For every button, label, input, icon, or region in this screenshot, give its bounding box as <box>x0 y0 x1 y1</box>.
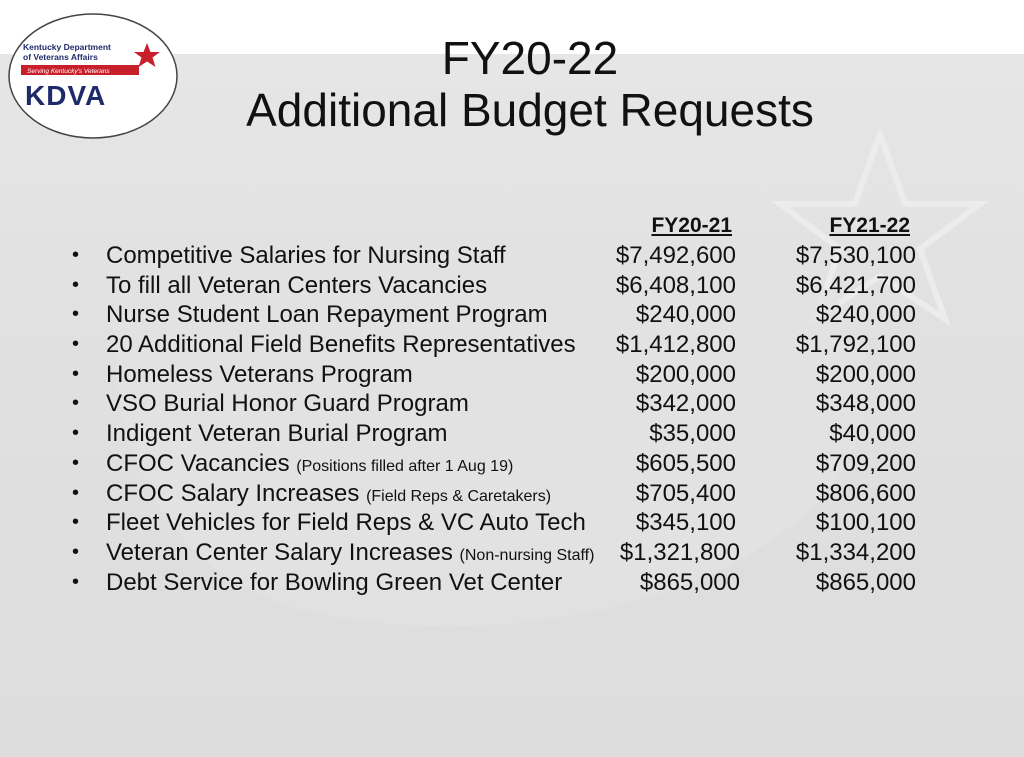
item-label: 20 Additional Field Benefits Representatives <box>106 331 576 359</box>
list-item <box>0 568 1024 598</box>
item-label: CFOC Salary Increases (Field Reps & Caretakers) <box>106 479 552 507</box>
item-fy21-22-value: $806,600 <box>815 479 916 507</box>
item-fy20-21-value: $705,400 <box>635 479 736 507</box>
item-label: Veteran Center Salary Increases (Non-nursing Staff) <box>106 538 595 566</box>
item-fy20-21-value: $865,000 <box>639 568 740 596</box>
logo-text-line1: Kentucky Department <box>23 42 111 52</box>
item-label: Competitive Salaries for Nursing Staff <box>106 242 506 269</box>
bullet-icon: • <box>72 392 80 415</box>
bullet-icon: • <box>72 481 80 504</box>
list-item <box>0 300 1024 330</box>
item-note: (Non-nursing Staff) <box>459 546 595 564</box>
item-fy20-21-value: $7,492,600 <box>615 242 736 269</box>
bullet-icon: • <box>72 333 80 356</box>
item-fy20-21-value: $1,321,800 <box>619 538 740 566</box>
item-fy21-22-value: $348,000 <box>815 390 916 418</box>
item-fy21-22-value: $1,334,200 <box>795 538 916 566</box>
list-item <box>0 449 1024 479</box>
item-note: (Field Reps & Caretakers) <box>366 487 552 505</box>
logo-text-line2: of Veterans Affairs <box>23 52 98 62</box>
item-fy20-21-value: $1,412,800 <box>615 331 736 359</box>
list-item <box>0 271 1024 301</box>
item-fy21-22-value: $6,421,700 <box>795 271 916 299</box>
slide-title <box>200 32 860 136</box>
title-line-2: Additional Budget Requests <box>246 84 814 136</box>
item-note: (Positions filled after 1 Aug 19) <box>296 457 514 475</box>
item-label: Nurse Student Loan Repayment Program <box>106 301 548 329</box>
list-item <box>0 360 1024 390</box>
item-label: Fleet Vehicles for Field Reps & VC Auto Tech <box>106 509 586 537</box>
item-fy20-21-value: $35,000 <box>649 420 736 448</box>
kdva-logo <box>7 12 179 140</box>
list-item <box>0 419 1024 449</box>
item-fy21-22-value: $100,100 <box>815 509 916 537</box>
bullet-icon: • <box>72 422 80 445</box>
list-item <box>0 508 1024 538</box>
item-fy21-22-value: $709,200 <box>815 449 916 477</box>
item-fy20-21-value: $200,000 <box>635 360 736 388</box>
bullet-icon: • <box>72 303 80 326</box>
bullet-icon: • <box>72 244 80 266</box>
item-label: Homeless Veterans Program <box>106 360 413 388</box>
item-fy21-22-value: $40,000 <box>829 420 916 448</box>
item-label: CFOC Vacancies (Positions filled after 1 Aug 19) <box>106 449 514 477</box>
item-fy20-21-value: $342,000 <box>635 390 736 418</box>
item-fy21-22-value: $240,000 <box>815 301 916 329</box>
bullet-icon: • <box>72 451 80 474</box>
column-header-fy21-22: FY21-22 <box>829 214 910 237</box>
bullet-icon: • <box>72 540 80 563</box>
list-item <box>0 330 1024 360</box>
item-label: VSO Burial Honor Guard Program <box>106 390 469 418</box>
item-fy21-22-value: $865,000 <box>815 568 916 596</box>
list-item <box>0 389 1024 419</box>
budget-list <box>0 241 1024 597</box>
bullet-icon: • <box>72 570 80 593</box>
item-label: Debt Service for Bowling Green Vet Center <box>106 568 563 596</box>
item-fy20-21-value: $345,100 <box>635 509 736 537</box>
title-line-1: FY20-22 <box>441 32 619 84</box>
logo-tagline: Serving Kentucky's Veterans <box>27 68 110 75</box>
item-fy20-21-value: $605,500 <box>635 449 736 477</box>
item-fy20-21-value: $6,408,100 <box>615 271 736 299</box>
item-fy21-22-value: $7,530,100 <box>795 242 916 269</box>
bullet-icon: • <box>72 511 80 534</box>
item-label: To fill all Veteran Centers Vacancies <box>106 271 488 299</box>
bullet-icon: • <box>72 273 80 296</box>
item-fy21-22-value: $1,792,100 <box>795 331 916 359</box>
item-fy21-22-value: $200,000 <box>815 360 916 388</box>
item-label: Indigent Veteran Burial Program <box>106 420 448 448</box>
bullet-icon: • <box>72 362 80 385</box>
logo-acronym: KDVA <box>25 80 107 111</box>
item-fy20-21-value: $240,000 <box>635 301 736 329</box>
list-item <box>0 538 1024 568</box>
list-item <box>0 241 1024 271</box>
column-header-fy20-21: FY20-21 <box>651 214 732 237</box>
list-item <box>0 479 1024 509</box>
